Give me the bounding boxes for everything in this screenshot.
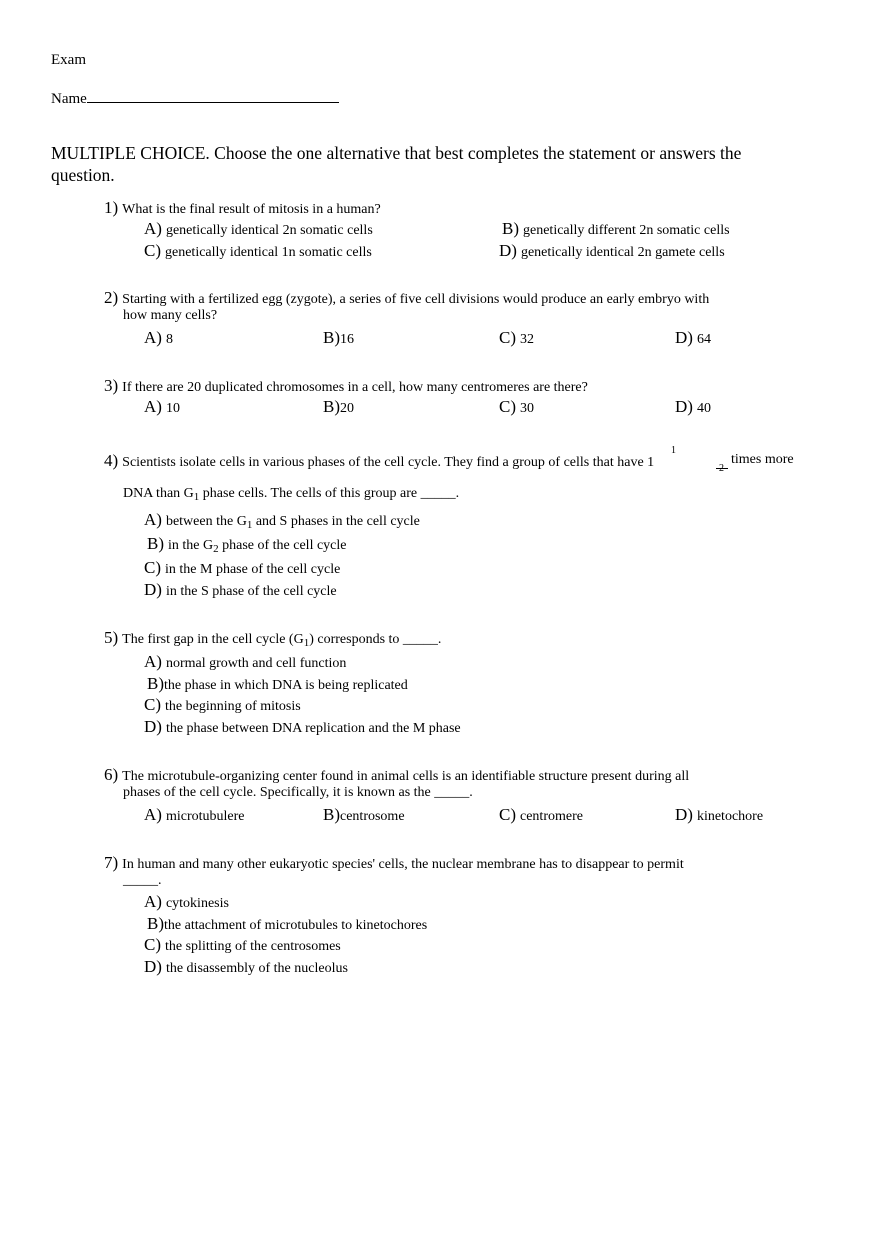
- question-number: 6): [104, 765, 119, 784]
- option-d[interactable]: [675, 328, 711, 348]
- option-letter: C): [499, 328, 516, 347]
- option-a[interactable]: [144, 328, 173, 348]
- option-letter: A): [144, 805, 162, 824]
- question-2: [104, 288, 709, 308]
- option-letter: C): [499, 805, 516, 824]
- option-text: 16: [340, 332, 354, 347]
- option-letter: B): [502, 219, 519, 238]
- option-a[interactable]: [144, 397, 180, 417]
- option-text: the beginning of mitosis: [165, 699, 301, 714]
- exam-title: Exam: [51, 52, 86, 68]
- question-text-continued: how many cells?: [123, 308, 218, 323]
- option-text: genetically identical 2n somatic cells: [165, 223, 373, 238]
- option-letter: A): [144, 397, 162, 416]
- option-letter: D): [675, 805, 693, 824]
- option-c[interactable]: [499, 805, 583, 825]
- option-text: the phase between DNA replication and the M phase: [165, 721, 461, 736]
- option-letter: C): [144, 935, 161, 954]
- question-text: In human and many other eukaryotic species' cells, the nuclear membrane has to disappear to permit: [122, 857, 684, 872]
- name-blank-line[interactable]: [87, 88, 339, 103]
- question-text: Scientists isolate cells in various phases of the cell cycle. They find a group of cells that have 1: [122, 455, 655, 470]
- question-number: 3): [104, 376, 119, 395]
- option-text: centromere: [520, 809, 583, 824]
- question-text-continued: phases of the cell cycle. Specifically, it is known as the _____.: [123, 785, 473, 800]
- option-letter: C): [144, 241, 161, 260]
- question-text-continued: _____.: [123, 873, 162, 888]
- option-letter: C): [144, 695, 161, 714]
- option-text: cytokinesis: [165, 896, 229, 911]
- option-c[interactable]: [144, 241, 372, 261]
- option-text: the disassembly of the nucleolus: [165, 961, 348, 976]
- option-letter: A): [144, 892, 162, 911]
- option-d[interactable]: [144, 957, 348, 977]
- name-field[interactable]: [51, 88, 339, 108]
- option-text: 32: [520, 332, 534, 347]
- question-text: What is the final result of mitosis in a human?: [122, 202, 381, 217]
- option-b[interactable]: [323, 328, 354, 348]
- question-1: [104, 198, 381, 218]
- option-d[interactable]: [144, 717, 461, 737]
- fraction-denominator: 2: [719, 463, 724, 474]
- option-text: 8: [165, 332, 173, 347]
- option-a[interactable]: [144, 652, 346, 672]
- option-letter: B): [323, 328, 340, 347]
- option-letter: B): [323, 397, 340, 416]
- option-d[interactable]: [675, 397, 711, 417]
- option-b[interactable]: [147, 914, 427, 934]
- option-text: 20: [340, 401, 354, 416]
- option-text: the attachment of microtubules to kinetochores: [164, 918, 428, 933]
- option-letter: A): [144, 328, 162, 347]
- option-text: 30: [520, 401, 534, 416]
- option-c[interactable]: [499, 328, 534, 348]
- question-text-end: times more: [731, 452, 794, 467]
- question-number: 4): [104, 451, 119, 470]
- option-b[interactable]: [323, 805, 405, 825]
- option-text: microtubulere: [165, 809, 245, 824]
- option-letter: A): [144, 219, 162, 238]
- option-letter: C): [499, 397, 516, 416]
- option-letter: D): [144, 957, 162, 976]
- name-label: Name: [51, 91, 87, 107]
- question-text: If there are 20 duplicated chromosomes in a cell, how many centromeres are there?: [122, 380, 588, 395]
- option-text: genetically different 2n somatic cells: [523, 223, 730, 238]
- question-5: [104, 628, 441, 648]
- option-text: in the $G_2$ phase of the cell cycle: [168, 538, 347, 555]
- question-number: 2): [104, 288, 119, 307]
- question-text: Starting with a fertilized egg (zygote), a series of five cell divisions would produce an early embryo with: [122, 292, 710, 307]
- option-b[interactable]: [147, 534, 347, 554]
- option-text: in the S phase of the cell cycle: [165, 584, 337, 599]
- option-c[interactable]: [144, 558, 340, 578]
- option-text: the splitting of the centrosomes: [165, 939, 341, 954]
- option-letter: D): [675, 328, 693, 347]
- question-number: 5): [104, 628, 119, 647]
- question-3: [104, 376, 588, 396]
- option-d[interactable]: [144, 580, 337, 600]
- option-letter: D): [675, 397, 693, 416]
- option-text: genetically identical 2n gamete cells: [520, 245, 725, 260]
- option-b[interactable]: [147, 674, 408, 694]
- option-letter: C): [144, 558, 161, 577]
- option-text: the phase in which DNA is being replicated: [164, 678, 408, 693]
- option-text: 64: [696, 332, 711, 347]
- option-letter: B): [147, 674, 164, 693]
- option-a[interactable]: [144, 510, 420, 530]
- question-number: 7): [104, 853, 119, 872]
- option-text: between the $G_1$ and S phases in the cell cycle: [165, 514, 420, 531]
- option-letter: D): [499, 241, 517, 260]
- option-text: normal growth and cell function: [165, 656, 347, 671]
- option-text: 10: [165, 401, 180, 416]
- question-4: [104, 451, 654, 471]
- option-letter: A): [144, 652, 162, 671]
- option-c[interactable]: [144, 695, 301, 715]
- option-letter: A): [144, 510, 162, 529]
- option-text: 40: [696, 401, 711, 416]
- option-text: kinetochore: [696, 809, 764, 824]
- option-text: genetically identical 1n somatic cells: [165, 245, 372, 260]
- option-b[interactable]: [323, 397, 354, 417]
- instructions: MULTIPLE CHOICE. Choose the one alternative that best completes the statement or answers the question.: [51, 143, 742, 185]
- option-a[interactable]: [144, 219, 373, 239]
- option-d[interactable]: [499, 241, 725, 261]
- question-7: [104, 853, 684, 873]
- question-text: The first gap in the cell cycle $(G_1)$ corresponds to _____.: [122, 632, 442, 649]
- option-letter: B): [147, 914, 164, 933]
- option-text: centrosome: [340, 809, 405, 824]
- question-text-continued: DNA than $G_1$ phase cells. The cells of this group are _____.: [123, 486, 460, 503]
- option-b[interactable]: [502, 219, 730, 239]
- option-letter: B): [323, 805, 340, 824]
- option-letter: D): [144, 580, 162, 599]
- option-d[interactable]: [675, 805, 763, 825]
- option-a[interactable]: [144, 892, 229, 912]
- fraction-numerator: 1: [671, 445, 676, 456]
- option-a[interactable]: [144, 805, 244, 825]
- option-letter: B): [147, 534, 164, 553]
- question-6: [104, 765, 689, 785]
- option-c[interactable]: [499, 397, 534, 417]
- option-letter: D): [144, 717, 162, 736]
- question-text: The microtubule-organizing center found in animal cells is an identifiable structure present during all: [122, 769, 690, 784]
- option-c[interactable]: [144, 935, 341, 955]
- option-text: in the M phase of the cell cycle: [165, 562, 341, 577]
- question-number: 1): [104, 198, 119, 217]
